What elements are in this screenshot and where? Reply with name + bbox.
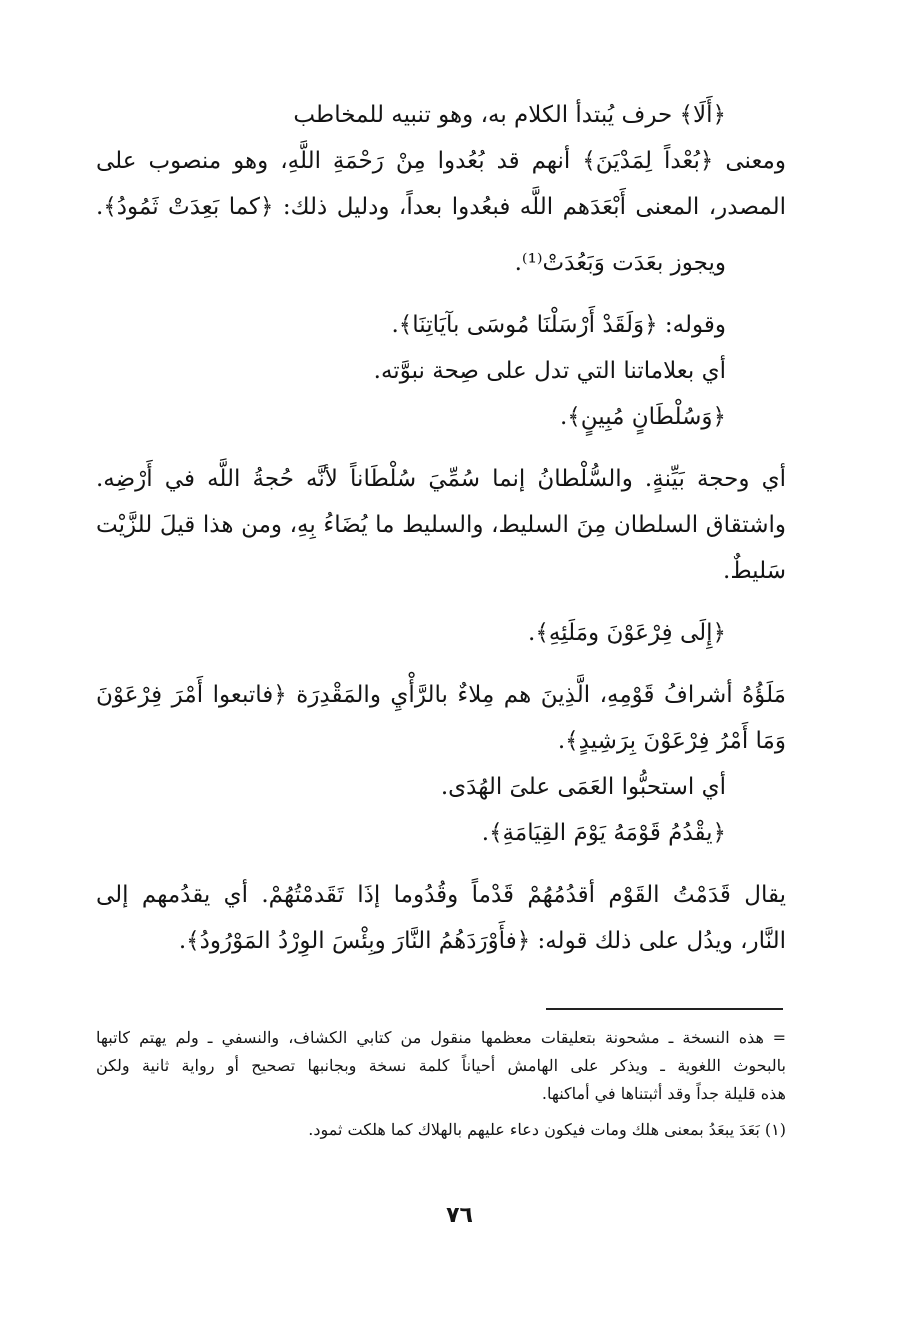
text-line-1: ﴿أَلَا﴾ حرف يُبتدأ الكلام به، وهو تنبيه للمخاطب bbox=[293, 102, 726, 128]
text-line-4: ويجوز بعَدَت وَبَعُدَتْ⁽¹⁾. bbox=[514, 250, 726, 276]
text-line-12: مَلَؤُهُ أشرافُ قَوْمِهِ، الَّذِينَ هم مِلاءٌ بالرَّأْيِ والمَقْدِرَة ﴿فاتبعوا أَمْرَ فِرْعَوْنَ bbox=[96, 682, 786, 708]
text-line-2: ومعنى ﴿بُعْداً لِمَدْيَنَ﴾ أنهم قد بُعُدوا مِنْ رَحْمَةِ اللَّهِ، وهو منصوب على bbox=[96, 148, 786, 174]
main-text bbox=[96, 92, 786, 964]
footnote-continuation-line-1 bbox=[96, 1024, 786, 1052]
footnote-continuation-line-2: بالبحوث اللغوية ـ ويذكر على الهامش أحياناً كلمة نسخة وبجانبها تصحيح أو رواية ثانية ولكن bbox=[96, 1056, 786, 1075]
text-line-8: أي وحجة بَيِّنةٍ. والسُّلْطانُ إنما سُمِّيَ سُلْطَاناً لأنَّه حُجةُ اللَّه في أَرْضِه. bbox=[96, 466, 786, 492]
page-number: ٧٦ bbox=[446, 1203, 473, 1228]
text-line-13: وَمَا أَمْرُ فِرْعَوْنَ بِرَشِيدٍ﴾. bbox=[557, 728, 786, 754]
footnote-continuation-text-1: هذه النسخة ـ مشحونة بتعليقات معظمها منقول من كتابي الكشاف، والنسفي ـ ولم يهتم كاتبها bbox=[96, 1028, 764, 1047]
text-line-9: واشتقاق السلطان مِنَ السليط، والسليط ما يُضَاءُ بِهِ، ومن هذا قيلَ للزَّيْت bbox=[96, 512, 786, 538]
text-line-7: ﴿وَسُلْطَانٍ مُبِينٍ﴾. bbox=[559, 404, 726, 430]
text-line-3: المصدر، المعنى أَبْعَدَهم اللَّه فبعُدوا بعداً، ودليل ذلك: ﴿كما بَعِدَتْ ثَمُودُ﴾. bbox=[96, 194, 786, 220]
text-line-15: ﴿يقْدُمُ قَوْمَهُ يَوْمَ القِيَامَةِ﴾. bbox=[481, 820, 726, 846]
text-line-6: أي بعلاماتنا التي تدل على صِحة نبوَّته. bbox=[373, 358, 726, 384]
text-line-5: وقوله: ﴿وَلَقَدْ أَرْسَلْنَا مُوسَى بآيَاتِنَا﴾. bbox=[391, 312, 726, 338]
text-line-17: النَّار، ويدُل على ذلك قوله: ﴿فأَوْرَدَهُمُ النَّارَ وبِئْسَ الوِرْدُ المَوْرُودُ﴾. bbox=[178, 928, 786, 954]
text-line-11: ﴿إِلَى فِرْعَوْنَ ومَلَئِهِ﴾. bbox=[528, 620, 726, 646]
footnote-continuation-line-3: هذه قليلة جداً وقد أثبتناها في أماكنها. bbox=[541, 1084, 786, 1103]
footnote-continuation-mark: = bbox=[772, 1028, 786, 1047]
text-line-14: أي استحبُّوا العَمَى علىَ الهُدَى. bbox=[440, 774, 726, 800]
text-line-10: سَليطٌ. bbox=[723, 558, 786, 584]
footnote-divider bbox=[546, 1008, 783, 1010]
text-line-16: يقال قَدَمْتُ القَوْم أقدُمُهُمْ قَدْماً وقُدُوما إذَا تَقَدمْتُهُمْ. أي يقدُمهم إلى bbox=[96, 882, 786, 908]
footnote-1: (١) بَعَدَ يبعَدُ بمعنى هلك ومات فيكون دعاء عليهم بالهلاك كما هلكت ثمود. bbox=[308, 1120, 786, 1139]
footnotes bbox=[96, 1024, 786, 1144]
